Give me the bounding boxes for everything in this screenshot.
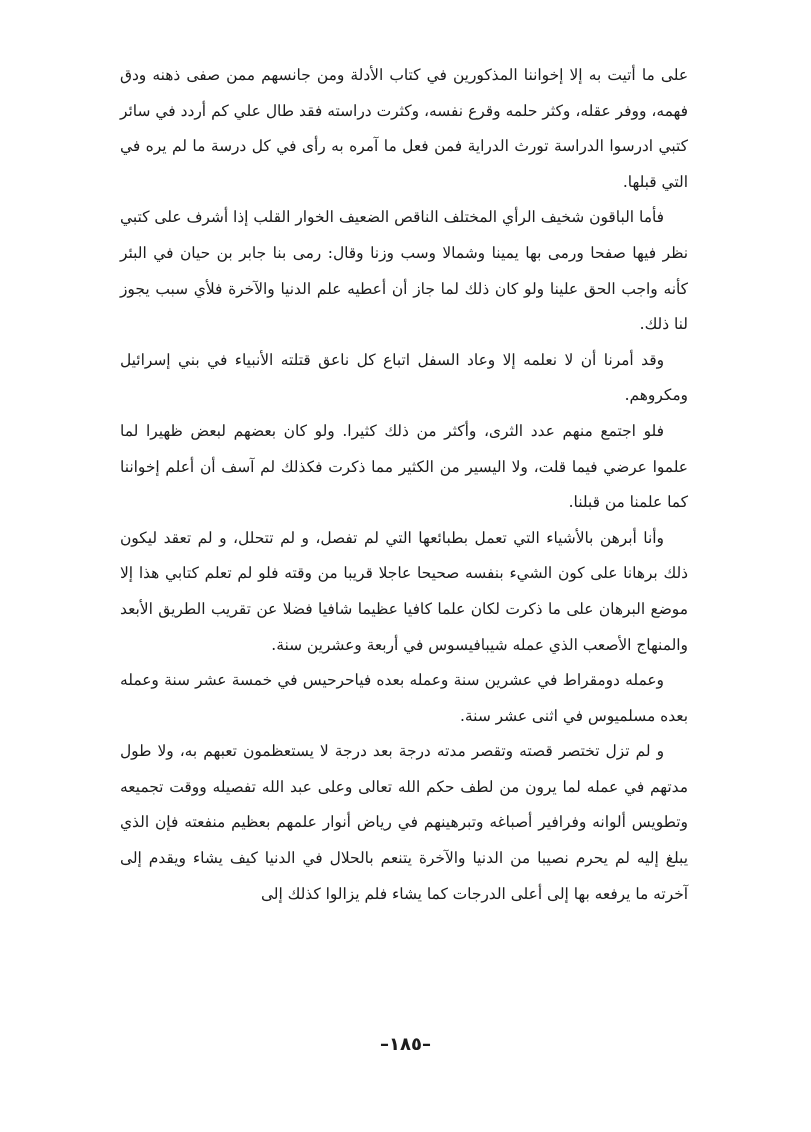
body-text [120, 58, 688, 912]
paragraph-1: على ما أتيت به إلا إخواننا المذكورين في كتاب الأدلة ومن جانسهم ممن صفى ذهنه ودق فهمه، ووفر عقله، وكثر حلمه وقرع نفسه، وكثرت دراسته فقد طال علي كم أردد في سائر كتبي ادرسوا الدراسة تورث الدراية فمن فعل ما آمره به رأى في كل درسة ما لم يره في التي قبلها. [120, 66, 688, 191]
paragraph-6: وعمله دومقراط في عشرين سنة وعمله بعده فياحرحيس في خمسة عشر سنة وعمله بعده مسلميوس في اثنى عشر سنة. [120, 671, 688, 725]
paragraph-2: فأما الباقون شخيف الرأي المختلف الناقص الضعيف الخوار القلب إذا أشرف على كتبي نظر فيها صفحا ورمى بها يمينا وشمالا وسب وزنا وقال: رمى بنا جابر بن حيان في البئر كأنه واجب الحق علينا ولو كان ذلك لما جاز أن أعطيه علم الدنيا والآخرة فلأي سبب يجوز لنا ذلك. [120, 208, 688, 334]
paragraph-3: وقد أمرنا أن لا نعلمه إلا وعاد السفل اتباع كل ناعق قتلته الأنبياء في بني إسرائيل ومكروهم. [120, 350, 688, 405]
page-number: –١٨٥– [380, 1034, 431, 1055]
paragraph-4: فلو اجتمع منهم عدد الثرى، وأكثر من ذلك كثيرا. ولو كان بعضهم لبعض ظهيرا لما علموا عرضي فيما قلت، ولا اليسير من الكثير مما ذكرت فكذلك لم آسف أن أعلم إخواننا كما علمنا من قبلنا. [120, 421, 688, 512]
paragraph-5: وأنا أبرهن بالأشياء التي تعمل بطبائعها التي لم تفصل، و لم تتحلل، و لم تعقد ليكون ذلك برهانا على كون الشيء بنفسه صحيحا عاجلا قريبا من وقته فلو لم تعلم كتابي هذا إلا موضع البرهان على ما ذكرت لكان علما كافيا عظيما شافيا فضلا عن تقريب الطريق الأبعد والمنهاج الأصعب الذي عمله شيبافيسوس في أربعة وعشرين سنة. [120, 528, 688, 654]
paragraph-7: و لم تزل تختصر قصته وتقصر مدته درجة بعد درجة لا يستعظمون تعبهم به، ولا طول مدتهم في عمله لما يرون من لطف حكم الله تعالى وعلى عبد الله تفصيله ووقت تجميعه وتطويس ألوانه وفرافير أصباغه وتبرهينهم في رياض أنوار علمهم بعظيم منفعته فإن الذي يبلغ إليه لم يحرم نصيبا من الدنيا والآخرة يتنعم بالحلال في الدنيا كيف يشاء ويقدم إلى آخرته ما يرفعه بها إلى أعلى الدرجات كما يشاء فلم يزالوا كذلك إلى [120, 742, 688, 903]
